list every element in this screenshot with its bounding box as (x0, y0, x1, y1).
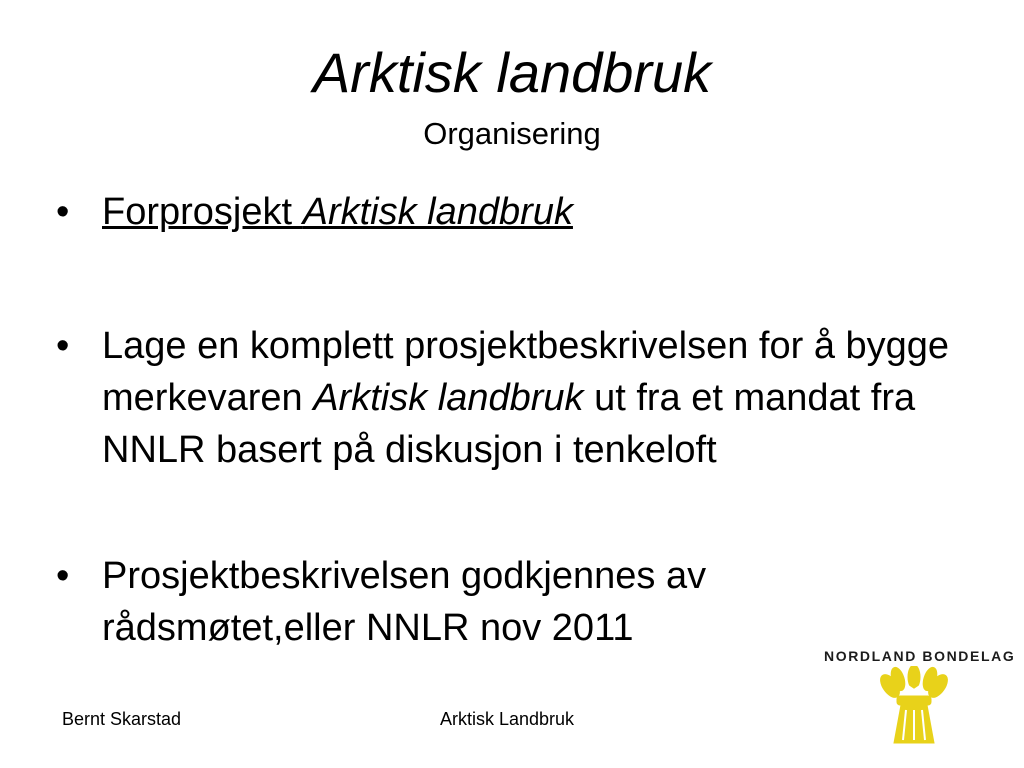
logo-text: NORDLAND BONDELAG (824, 648, 1016, 664)
bullet-text-prefix: Lage en komplett prosjektbeskrivelsen for å bygge merkevaren (102, 325, 950, 419)
bullet-text-emphasis: Arktisk landbruk (302, 191, 573, 233)
bullet-text: Prosjektbeskrivelsen godkjennes av rådsmøtet,eller NNLR nov 2011 (102, 555, 707, 649)
bullet-item (56, 186, 956, 238)
bullet-marker: • (56, 325, 70, 367)
bullet-text (102, 320, 956, 476)
bullet-text (102, 186, 956, 238)
footer-title: Arktisk Landbruk (440, 709, 575, 729)
bullet-marker: • (56, 191, 70, 233)
bullet-text-emphasis: Arktisk landbruk (313, 377, 584, 419)
slide-subtitle: Organisering (423, 116, 601, 151)
wheat-sheaf-icon (868, 666, 960, 746)
bullet-marker: • (56, 555, 70, 597)
bullet-item (56, 550, 956, 654)
bullet-text-suffix: ut fra et mandat fra NNLR basert på diskusjon i tenkeloft (102, 377, 916, 471)
slide-title: Arktisk landbruk (312, 41, 712, 104)
bullet-text-prefix: Forprosjekt (102, 191, 303, 233)
footer-author: Bernt Skarstad (62, 709, 182, 729)
bullet-item (56, 320, 956, 476)
